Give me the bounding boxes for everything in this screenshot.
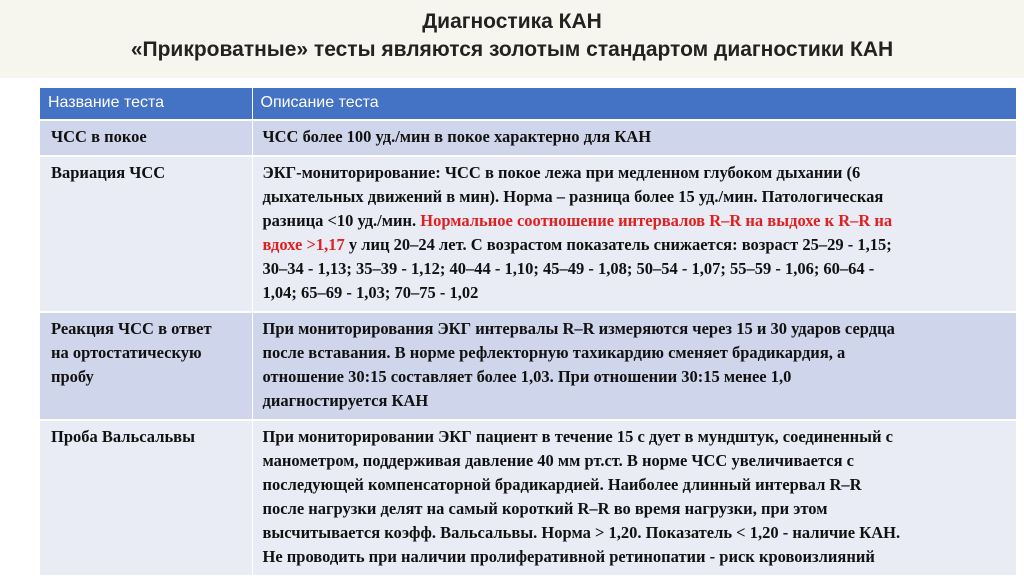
- description-line: манометром, поддерживая давление 40 мм рт.ст. В норме ЧСС увеличивается с: [262, 451, 855, 470]
- description-line: последующей компенсаторной брадикардией. Наиболее длинный интервал R–R: [262, 475, 862, 494]
- title-line-1: Диагностика КАН: [422, 10, 602, 33]
- test-description-cell: [252, 312, 1016, 420]
- title-line-2: «Прикроватные» тесты являются золотым стандартом диагностики КАН: [130, 38, 894, 61]
- table-row: [40, 120, 1016, 156]
- description-line: При мониторировании ЭКГ пациент в течение 15 с дует в мундштук, соединенный с: [262, 427, 893, 446]
- table-row: [40, 420, 1016, 576]
- description-line: ЧСС более 100 уд./мин в покое характерно для КАН: [262, 127, 652, 146]
- description-text: разница <10 уд./мин.: [262, 211, 417, 230]
- test-name-cell: ЧСС в покое: [40, 120, 252, 156]
- description-line: [263, 233, 1008, 257]
- name-line: пробу: [51, 367, 94, 386]
- header-test-description: Описание теста: [252, 88, 1016, 120]
- description-line: после нагрузки делят на самый короткий R–R во время нагрузки, при этом: [262, 499, 828, 518]
- header-test-name: Название теста: [40, 88, 252, 120]
- description-line: диагностируется КАН: [262, 391, 429, 410]
- highlighted-text: Нормальное соотношение интервалов R–R на выдохе к R–R на: [416, 211, 893, 230]
- name-line: на ортостатическую: [51, 343, 202, 362]
- table-row: [40, 312, 1016, 420]
- slide-title: [0, 8, 1024, 64]
- description-text: у лиц 20–24 лет. С возрастом показатель снижается: возраст 25–29 - 1,15;: [344, 235, 892, 254]
- description-line: 30–34 - 1,13; 35–39 - 1,12; 40–44 - 1,10; 45–49 - 1,08; 50–54 - 1,07; 55–59 - 1,06; 60–64 -: [262, 259, 875, 278]
- name-line: Реакция ЧСС в ответ: [51, 319, 212, 338]
- test-description-cell: [252, 156, 1016, 312]
- table-header-row: [40, 88, 1016, 120]
- test-name-cell: [40, 312, 252, 420]
- description-line: ЭКГ-мониторирование: ЧСС в покое лежа при медленном глубоком дыхании (6: [262, 163, 861, 182]
- test-name-cell: Вариация ЧСС: [40, 156, 252, 312]
- description-line: высчитывается коэфф. Вальсальвы. Норма > 1,20. Показатель < 1,20 - наличие КАН.: [262, 523, 901, 542]
- description-line: Не проводить при наличии пролиферативной ретинопатии - риск кровоизлияний: [262, 547, 875, 566]
- description-line: после вставания. В норме рефлекторную тахикардию сменяет брадикардия, а: [262, 343, 846, 362]
- highlighted-text: вдохе >1,17: [262, 235, 345, 254]
- test-description-cell: [252, 120, 1016, 156]
- test-name-cell: Проба Вальсальвы: [40, 420, 252, 576]
- description-line: При мониторирования ЭКГ интервалы R–R измеряются через 15 и 30 ударов сердца: [262, 319, 895, 338]
- test-description-cell: [252, 420, 1016, 576]
- table-row: [40, 156, 1016, 312]
- description-line: [263, 209, 1008, 233]
- tests-table: [40, 88, 1017, 577]
- description-line: дыхательных движений в мин). Норма – разница более 15 уд./мин. Патологическая: [262, 187, 884, 206]
- description-line: 1,04; 65–69 - 1,03; 70–75 - 1,02: [262, 283, 479, 302]
- description-line: отношение 30:15 составляет более 1,03. При отношении 30:15 менее 1,0: [262, 367, 792, 386]
